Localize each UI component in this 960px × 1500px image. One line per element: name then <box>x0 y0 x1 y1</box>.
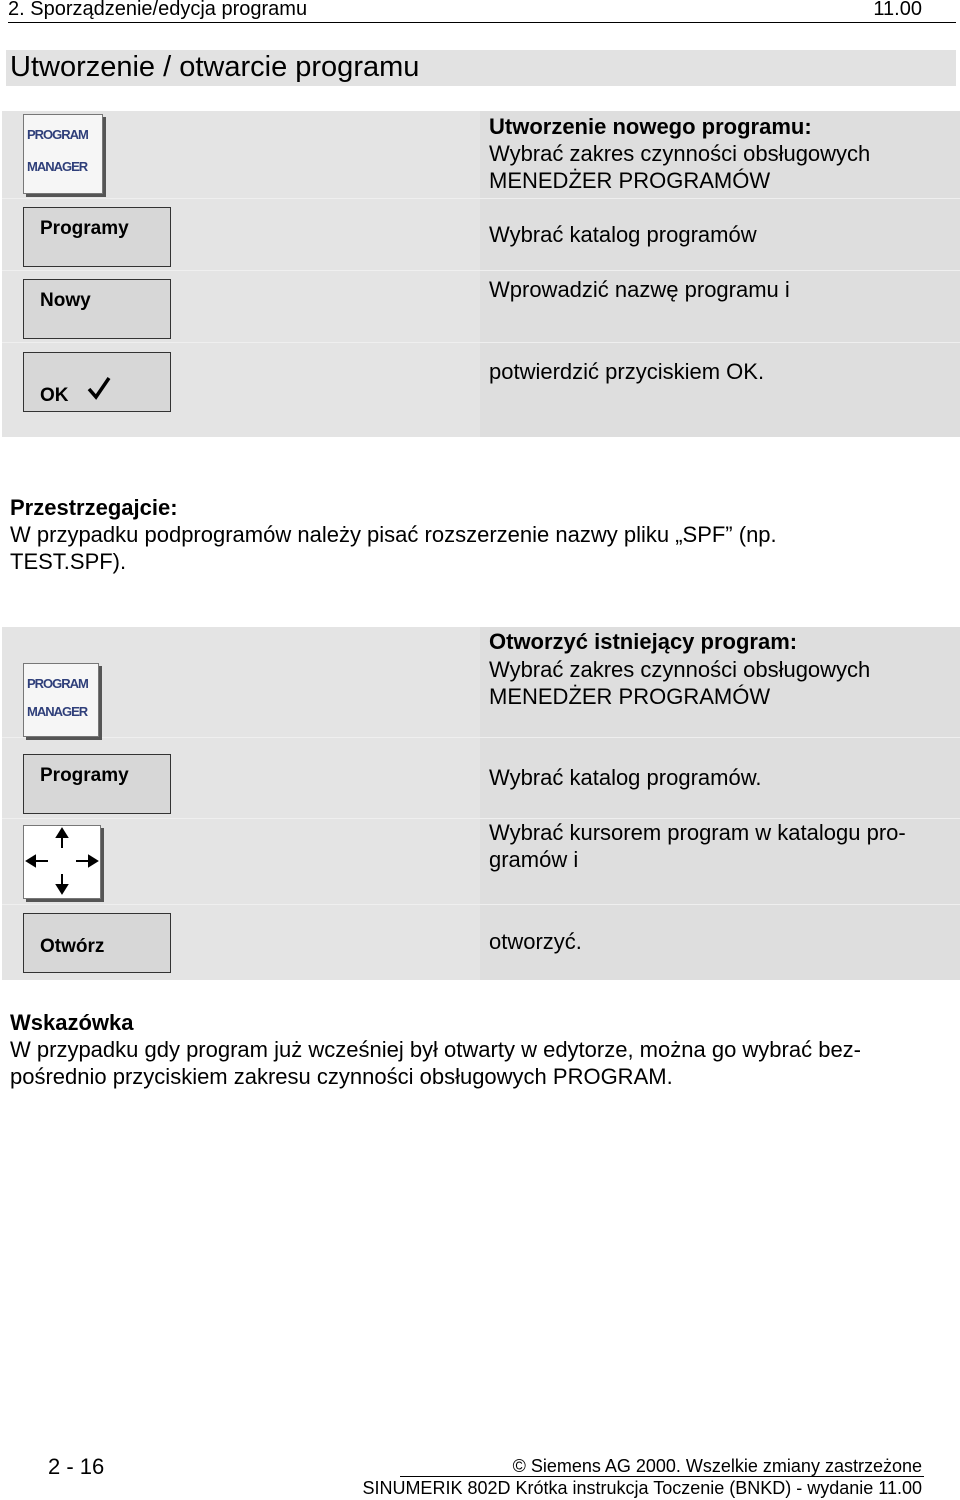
create-row-divider <box>2 270 960 271</box>
softkey-label: Programy <box>40 765 129 786</box>
open-step-select-area: Wybrać zakres czynności obsługowych <box>489 657 871 682</box>
open-step-select-directory: Wybrać katalog programów. <box>489 765 762 790</box>
header-divider <box>8 22 956 23</box>
new-softkey[interactable] <box>23 279 171 339</box>
cursor-keys-icon[interactable] <box>23 825 101 899</box>
open-step-select-cursor: gramów i <box>489 847 579 872</box>
open-step-open: otworzyć. <box>489 929 582 954</box>
page-title: Utworzenie / otwarcie programu <box>10 51 420 83</box>
footer-divider <box>400 1476 924 1477</box>
open-step-select-cursor: Wybrać kursorem program w katalogu pro- <box>489 820 906 845</box>
footer-copyright: © Siemens AG 2000. Wszelkie zmiany zastrzeżone <box>512 1456 922 1476</box>
open-row-divider <box>2 737 960 738</box>
footer-document: SINUMERIK 802D Krótka instrukcja Toczenie (BNKD) - wydanie 11.00 <box>362 1478 922 1498</box>
open-row-divider <box>2 904 960 905</box>
caution-line: W przypadku podprogramów należy pisać rozszerzenie nazwy pliku „SPF” (np. <box>10 522 777 547</box>
create-step-select-area: Wybrać zakres czynności obsługowych <box>489 141 871 166</box>
page-number: 2 - 16 <box>48 1454 105 1479</box>
hint-line: pośrednio przyciskiem zakresu czynności obsługowych PROGRAM. <box>10 1064 673 1089</box>
hint-title: Wskazówka <box>10 1010 134 1035</box>
icon-label: PROGRAM <box>27 676 88 691</box>
ok-softkey[interactable] <box>23 352 171 412</box>
create-row-divider <box>2 198 960 199</box>
softkey-label: OK <box>40 385 69 406</box>
create-row-divider <box>2 342 960 343</box>
caution-title: Przestrzegajcie: <box>10 495 178 520</box>
icon-label: PROGRAM <box>27 127 88 142</box>
programs-softkey[interactable] <box>23 754 171 814</box>
softkey-label: Nowy <box>40 290 91 311</box>
arrow-keys-icon <box>24 826 100 898</box>
caution-line: TEST.SPF). <box>10 549 127 574</box>
program-manager-icon[interactable] <box>23 663 99 737</box>
open-softkey[interactable] <box>23 913 171 973</box>
icon-label: MANAGER <box>27 159 88 174</box>
create-heading: Utworzenie nowego programu: <box>489 114 812 139</box>
header-section-title: 2. Sporządzenie/edycja programu <box>8 0 308 20</box>
create-step-area-name: MENEDŻER PROGRAMÓW <box>489 168 771 193</box>
hint-line: W przypadku gdy program już wcześniej był otwarty w edytorze, można go wybrać bez- <box>10 1037 862 1062</box>
softkey-label: Programy <box>40 218 129 239</box>
checkmark-icon <box>86 375 112 401</box>
create-step-select-directory: Wybrać katalog programów <box>489 222 757 247</box>
header-edition: 11.00 <box>873 0 922 20</box>
open-step-area-name: MENEDŻER PROGRAMÓW <box>489 684 771 709</box>
create-step-confirm: potwierdzić przyciskiem OK. <box>489 359 765 384</box>
programs-softkey[interactable] <box>23 207 171 267</box>
create-step-enter-name: Wprowadzić nazwę programu i <box>489 277 790 302</box>
open-heading: Otworzyć istniejący program: <box>489 629 798 654</box>
softkey-label: Otwórz <box>40 936 105 957</box>
program-manager-icon[interactable] <box>23 114 103 194</box>
icon-label: MANAGER <box>27 704 88 719</box>
